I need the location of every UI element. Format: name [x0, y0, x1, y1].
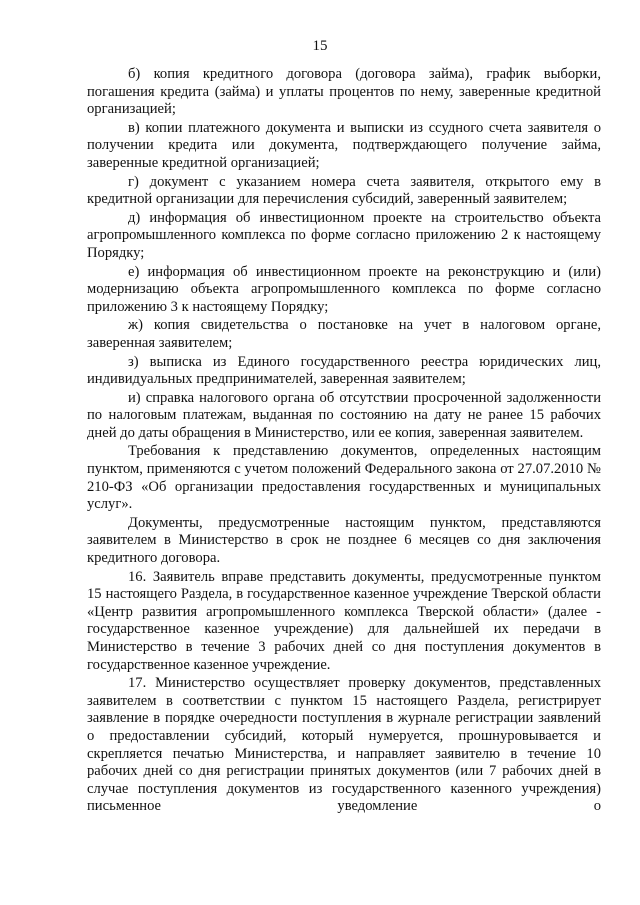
paragraph-requirements: Требования к представлению документов, определенных настоящим пунктом, применяются с учетом положений Федерального закона от 27.07.2010 № 210-ФЗ «Об организации предоставления государственных и муниципальных услуг». — [87, 443, 601, 513]
document-body — [87, 66, 601, 817]
paragraph-e: е) информация об инвестиционном проекте на реконструкцию и (или) модернизацию объекта агропромышленного комплекса по форме согласно приложению 3 к настоящему Порядку; — [87, 263, 601, 315]
page-number: 15 — [312, 38, 328, 54]
paragraph-g: г) документ с указанием номера счета заявителя, открытого ему в кредитной организации для перечисления субсидий, заверенный заявителем; — [87, 173, 601, 208]
paragraph-z: з) выписка из Единого государственного реестра юридических лиц, индивидуальных предпринимателей, заверенная заявителем; — [87, 353, 601, 388]
paragraph-item-16: 16. Заявитель вправе представить документы, предусмотренные пунктом 15 настоящего Раздела, в государственное казенное учреждение Тверской области «Центр развития агропромышленного комплекса Тверской области» (далее - государственное казенное учреждение) для дальнейшей их передачи в Министерство в течение 3 рабочих дней со дня поступления документов в государственное казенное учреждение. — [87, 568, 601, 673]
paragraph-zh: ж) копия свидетельства о постановке на учет в налоговом органе, заверенная заявителем; — [87, 317, 601, 351]
paragraph-deadline: Документы, предусмотренные настоящим пунктом, представляются заявителем в Министерство в срок не позднее 6 месяцев со дня заключения кредитного договора. — [87, 514, 601, 567]
paragraph-b: б) копия кредитного договора (договора займа), график выборки, погашения кредита (займа) и уплаты процентов по нему, заверенные кредитной организацией; — [87, 66, 601, 118]
paragraph-v: в) копии платежного документа и выписки из ссудного счета заявителя о получении кредита или документа, подтверждающего получение займа, заверенные кредитной организацией; — [87, 119, 601, 171]
paragraph-d: д) информация об инвестиционном проекте на строительство объекта агропромышленного комплекса по форме согласно приложению 2 к настоящему Порядку; — [87, 209, 601, 261]
paragraph-item-17: 17. Министерство осуществляет проверку документов, представленных заявителем в соответствии с пунктом 15 настоящего Раздела, регистрирует заявление в порядке очередности поступления в журнале регистрации заявлений о предоставлении субсидий, который нумеруется, прошнуровывается и скрепляется печатью Министерства, и направляет заявителю в течение 10 рабочих дней со дня регистрации принятых документов (или 7 рабочих дней в случае поступления документов из государственного казенного учреждения) письменное уведомление о — [87, 675, 601, 815]
paragraph-i: и) справка налогового органа об отсутствии просроченной задолженности по налоговым платежам, выданная по состоянию на дату не ранее 15 рабочих дней до даты обращения в Министерство, или ее копия, заверенная заявителем. — [87, 389, 601, 441]
